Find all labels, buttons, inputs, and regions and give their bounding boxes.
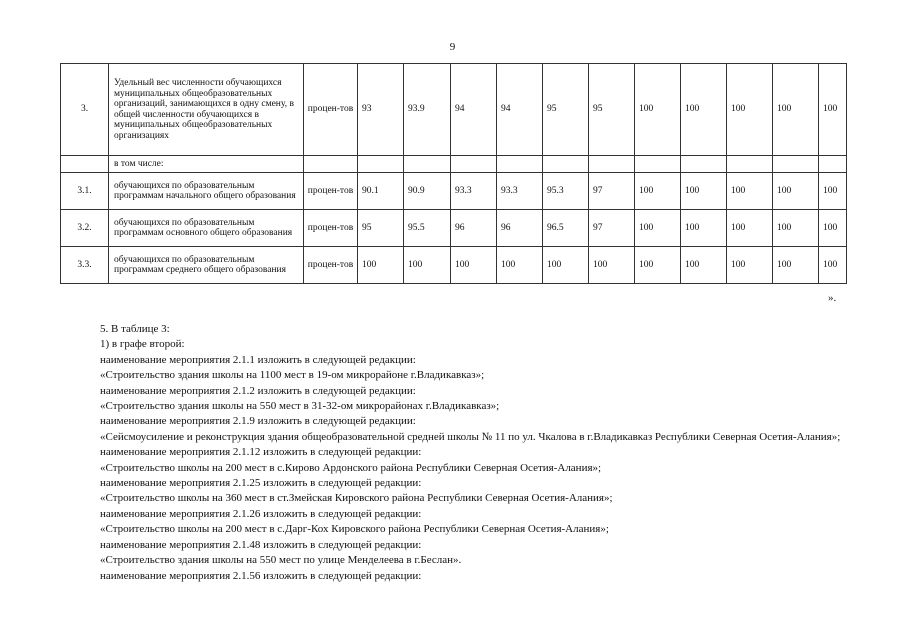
value-cell: 96	[497, 210, 543, 247]
value-cell: 93	[358, 64, 404, 156]
text-paragraph: наименование мероприятия 2.1.9 изложить в следующей редакции:	[100, 415, 416, 428]
value-cell: 100	[635, 210, 681, 247]
value-cell: 100	[727, 247, 773, 284]
value-cell: 100	[589, 247, 635, 284]
text-paragraph: «Сейсмоусиление и реконструкция здания общеобразовательной средней школы № 11 по ул. Чкалова в г.Владикавказ Республики Северная Осетия-Алания»;	[100, 430, 841, 443]
value-cell: 100	[727, 173, 773, 210]
value-cell: 93.3	[451, 173, 497, 210]
value-cell	[451, 156, 497, 173]
value-cell	[358, 156, 404, 173]
value-cell: 100	[681, 210, 727, 247]
text-paragraph: «Строительство здания школы на 550 мест в 31-32-ом микрорайонах г.Владикавказ»;	[100, 400, 500, 413]
table-row	[61, 210, 847, 247]
value-cell	[404, 156, 451, 173]
value-cell: 94	[497, 64, 543, 156]
value-cell	[681, 156, 727, 173]
value-cell: 100	[358, 247, 404, 284]
value-cell: 97	[589, 173, 635, 210]
unit-cell: процен-тов	[304, 210, 358, 247]
amendment-text	[60, 322, 843, 584]
text-paragraph: 1) в графе второй:	[100, 338, 185, 351]
text-paragraph: наименование мероприятия 2.1.2 изложить в следующей редакции:	[100, 384, 416, 397]
indicator-name-cell: обучающихся по образовательным программам среднего общего образования	[109, 247, 304, 284]
value-cell: 95.3	[543, 173, 589, 210]
value-cell: 100	[543, 247, 589, 284]
value-cell	[543, 156, 589, 173]
table-row	[61, 156, 847, 173]
value-cell: 95.5	[404, 210, 451, 247]
value-cell	[589, 156, 635, 173]
value-cell: 95	[358, 210, 404, 247]
text-paragraph: «Строительство школы на 360 мест в ст.Змейская Кировского района Республики Северная Осетия-Алания»;	[100, 492, 613, 505]
row-number-cell: 3.3.	[61, 247, 109, 284]
text-paragraph: наименование мероприятия 2.1.26 изложить в следующей редакции:	[100, 507, 422, 520]
value-cell: 100	[819, 247, 847, 284]
indicator-name-cell: Удельный вес численности обучающихся муниципальных общеобразовательных организаций, занимающихся в одну смену, в общей численности обучающихся в муниципальных общеобразовательных организациях	[109, 64, 304, 156]
indicator-name-cell: обучающихся по образовательным программам начального общего образования	[109, 173, 304, 210]
value-cell: 95	[589, 64, 635, 156]
unit-cell: процен-тов	[304, 64, 358, 156]
closing-quote-mark: ».	[828, 292, 837, 304]
text-paragraph: наименование мероприятия 2.1.48 изложить в следующей редакции:	[100, 538, 422, 551]
text-paragraph: «Строительство школы на 200 мест в с.Кирово Ардонского района Республики Северная Осетия-Алания»;	[100, 461, 602, 474]
value-cell: 100	[451, 247, 497, 284]
value-cell: 93.9	[404, 64, 451, 156]
value-cell: 100	[773, 64, 819, 156]
value-cell: 100	[773, 247, 819, 284]
value-cell: 100	[773, 210, 819, 247]
value-cell	[819, 156, 847, 173]
value-cell: 100	[681, 173, 727, 210]
indicator-name-cell: обучающихся по образовательным программам основного общего образования	[109, 210, 304, 247]
value-cell: 100	[727, 210, 773, 247]
value-cell	[635, 156, 681, 173]
indicators-table	[60, 63, 847, 284]
table-row	[61, 247, 847, 284]
value-cell: 100	[635, 173, 681, 210]
value-cell: 95	[543, 64, 589, 156]
value-cell	[773, 156, 819, 173]
text-paragraph: «Строительство здания школы на 550 мест по улице Менделеева в г.Беслан».	[100, 554, 462, 567]
value-cell: 94	[451, 64, 497, 156]
unit-cell: процен-тов	[304, 247, 358, 284]
row-number-cell	[61, 156, 109, 173]
value-cell: 100	[681, 64, 727, 156]
page-number: 9	[449, 41, 456, 53]
value-cell: 100	[681, 247, 727, 284]
value-cell: 100	[819, 210, 847, 247]
value-cell: 96	[451, 210, 497, 247]
row-number-cell: 3.2.	[61, 210, 109, 247]
value-cell: 100	[773, 173, 819, 210]
row-number-cell: 3.1.	[61, 173, 109, 210]
value-cell: 90.1	[358, 173, 404, 210]
value-cell: 100	[727, 64, 773, 156]
text-paragraph: 5. В таблице 3:	[100, 323, 170, 335]
text-paragraph: наименование мероприятия 2.1.25 изложить в следующей редакции:	[100, 477, 422, 490]
value-cell: 100	[635, 64, 681, 156]
table-row	[61, 64, 847, 156]
text-paragraph: «Строительство школы на 200 мест в с.Дарг-Кох Кировского района Республики Северная Осетия-Алания»;	[100, 523, 609, 536]
unit-cell	[304, 156, 358, 173]
unit-cell: процен-тов	[304, 173, 358, 210]
text-paragraph: наименование мероприятия 2.1.56 изложить в следующей редакции:	[100, 569, 422, 582]
value-cell: 93.3	[497, 173, 543, 210]
indicator-name-cell: в том числе:	[109, 156, 304, 173]
text-paragraph: наименование мероприятия 2.1.1 изложить в следующей редакции:	[100, 353, 416, 366]
value-cell	[497, 156, 543, 173]
value-cell: 100	[635, 247, 681, 284]
row-number-cell: 3.	[61, 64, 109, 156]
value-cell: 96.5	[543, 210, 589, 247]
value-cell: 90.9	[404, 173, 451, 210]
table-row	[61, 173, 847, 210]
value-cell: 100	[819, 173, 847, 210]
text-paragraph: «Строительство здания школы на 1100 мест в 19-ом микрорайоне г.Владикавказ»;	[100, 369, 485, 382]
value-cell: 97	[589, 210, 635, 247]
value-cell: 100	[404, 247, 451, 284]
value-cell: 100	[497, 247, 543, 284]
value-cell: 100	[819, 64, 847, 156]
text-paragraph: наименование мероприятия 2.1.12 изложить в следующей редакции:	[100, 446, 422, 459]
value-cell	[727, 156, 773, 173]
